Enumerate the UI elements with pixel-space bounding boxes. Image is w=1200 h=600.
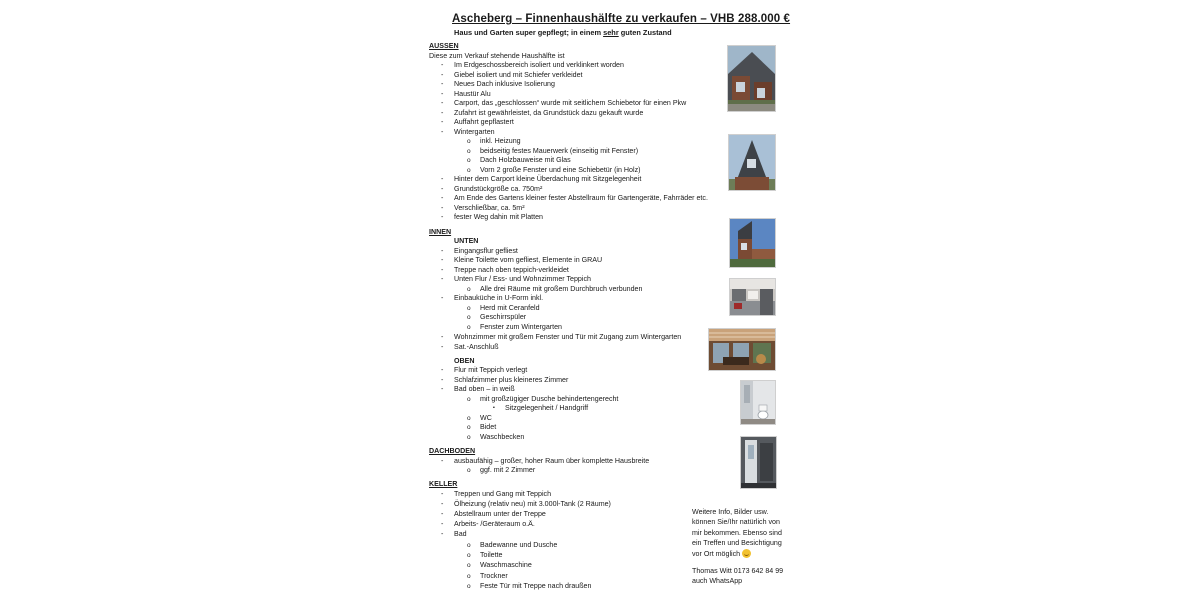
bullet-dash: - bbox=[441, 184, 444, 193]
bullet-dash: - bbox=[441, 456, 444, 465]
bullet-dash: - bbox=[441, 385, 444, 393]
list-item: Grundstückgröße ca. 750m² bbox=[454, 184, 543, 193]
sub-list-item: Toilette bbox=[480, 551, 503, 559]
bullet-circle: o bbox=[467, 552, 471, 559]
bullet-square: ▪ bbox=[493, 405, 495, 411]
bullet-dash: - bbox=[441, 366, 444, 374]
contact-name-phone: Thomas Witt 0173 642 84 99 bbox=[692, 567, 784, 575]
bullet-dash: - bbox=[441, 89, 444, 98]
bullet-circle: o bbox=[467, 323, 471, 331]
bullet-circle: o bbox=[467, 157, 471, 164]
contact-details bbox=[692, 566, 783, 587]
bullet-dash: - bbox=[441, 256, 444, 264]
section-heading-aussen: AUSSEN bbox=[429, 42, 459, 50]
bullet-dash: - bbox=[441, 80, 444, 88]
sub-list-item: Fenster zum Wintergarten bbox=[480, 322, 563, 331]
bullet-dash: - bbox=[441, 489, 444, 498]
photo-wintergarten bbox=[708, 328, 776, 371]
contact-line: Weitere Info, Bilder usw. bbox=[692, 508, 769, 516]
bullet-circle: o bbox=[467, 147, 471, 155]
bullet-circle: o bbox=[467, 572, 471, 580]
bullet-circle: o bbox=[467, 314, 471, 321]
sub-sub-list-item: Sitzgelegenheit / Handgriff bbox=[505, 404, 589, 412]
bullet-circle: o bbox=[467, 433, 471, 441]
sub-list-item: Bidet bbox=[480, 423, 497, 431]
list-item: ausbaufähig – großer, hoher Raum über komplette Hausbreite bbox=[454, 456, 650, 465]
bullet-dash: - bbox=[441, 342, 444, 351]
bullet-circle: o bbox=[467, 467, 471, 474]
sub-list-item: Herd mit Ceranfeld bbox=[480, 303, 540, 312]
sub-list-item: mit großzügiger Dusche behindertengerecht bbox=[480, 394, 619, 403]
list-item: Haustür Alu bbox=[454, 89, 491, 98]
bullet-dash: - bbox=[441, 529, 444, 538]
sub-list-item: Feste Tür mit Treppe nach draußen bbox=[480, 581, 592, 590]
list-item: fester Weg dahin mit Platten bbox=[454, 213, 543, 221]
list-item: Neues Dach inklusive Isolierung bbox=[454, 80, 555, 88]
smiley-icon bbox=[742, 549, 751, 558]
sub-list-item: Alle drei Räume mit großem Durchbruch verbunden bbox=[480, 284, 643, 293]
list-item: Bad bbox=[454, 529, 467, 538]
aussen-intro: Diese zum Verkauf stehende Haushälfte ist bbox=[429, 51, 565, 60]
list-item: Zufahrt ist gewährleistet, da Grundstück dazu gekauft wurde bbox=[454, 108, 644, 117]
contact-text bbox=[692, 507, 782, 559]
bullet-circle: o bbox=[467, 424, 471, 431]
bullet-dash: - bbox=[441, 519, 444, 528]
bullet-dash: - bbox=[441, 127, 444, 136]
list-item: Treppe nach oben teppich-verkleidet bbox=[454, 265, 569, 274]
list-item: Im Erdgeschossbereich isoliert und verklinkert worden bbox=[454, 61, 624, 69]
bullet-circle: o bbox=[467, 562, 471, 569]
bullet-dash: - bbox=[441, 332, 444, 341]
sub-list-item: Badewanne und Dusche bbox=[480, 540, 558, 549]
list-item: Ölheizung (relativ neu) mit 3.000l-Tank (2 Räume) bbox=[454, 499, 611, 508]
list-item: Unten Flur / Ess- und Wohnzimmer Teppich bbox=[454, 275, 591, 283]
document-subtitle: Haus und Garten super gepflegt; in einem sehr guten Zustand bbox=[454, 28, 672, 37]
subheading-oben: OBEN bbox=[454, 356, 475, 365]
photo-house-side bbox=[729, 218, 776, 268]
list-item: Wintergarten bbox=[454, 127, 495, 136]
list-item: Auffahrt gepflastert bbox=[454, 118, 514, 126]
sub-list-item: Waschbecken bbox=[480, 432, 525, 441]
section-heading-dachboden: DACHBODEN bbox=[429, 447, 476, 455]
sub-list-item: inkl. Heizung bbox=[480, 137, 521, 145]
list-item: Bad oben – in weiß bbox=[454, 385, 515, 393]
contact-line: ein Treffen und Besichtigung bbox=[692, 539, 782, 548]
bullet-dash: - bbox=[441, 213, 444, 221]
bullet-circle: o bbox=[467, 166, 471, 174]
sub-list-item: beidseitig festes Mauerwerk (einseitig mit Fenster) bbox=[480, 146, 639, 155]
bullet-circle: o bbox=[467, 285, 471, 293]
photo-house-gable bbox=[728, 134, 776, 191]
list-item: Hinter dem Carport kleine Überdachung mit Sitzgelegenheit bbox=[454, 175, 642, 183]
list-item: Am Ende des Gartens kleiner fester Abstellraum für Gartengeräte, Fahrräder etc. bbox=[454, 194, 708, 202]
bullet-dash: - bbox=[441, 203, 444, 212]
bullet-dash: - bbox=[441, 108, 444, 117]
list-item: Verschließbar, ca. 5m² bbox=[454, 203, 525, 212]
bullet-circle: o bbox=[467, 395, 471, 403]
sub-list-item: Geschirrspüler bbox=[480, 313, 527, 321]
photo-bathroom-upstairs bbox=[740, 380, 776, 425]
bullet-dash: - bbox=[441, 70, 444, 79]
list-item: Eingangsflur gefliest bbox=[454, 246, 518, 255]
bullet-dash: - bbox=[441, 275, 444, 283]
bullet-dash: - bbox=[441, 118, 444, 126]
list-item: Wohnzimmer mit großem Fenster und Tür mit Zugang zum Wintergarten bbox=[454, 332, 682, 341]
list-item: Carport, das „geschlossen“ wurde mit seitlichem Schiebetor für einen Pkw bbox=[454, 99, 687, 107]
bullet-dash: - bbox=[441, 499, 444, 508]
list-item: Arbeits- /Geräteraum o.Ä. bbox=[454, 519, 535, 528]
bullet-circle: o bbox=[467, 304, 471, 312]
sub-list-item: Trockner bbox=[480, 571, 508, 580]
contact-line: mir bekommen. Ebenso sind bbox=[692, 528, 782, 537]
bullet-dash: - bbox=[441, 175, 444, 183]
sub-list-item: Dach Holzbauweise mit Glas bbox=[480, 156, 571, 164]
contact-whatsapp: auch WhatsApp bbox=[692, 577, 743, 586]
document-title: Ascheberg – Finnenhaushälfte zu verkaufen – VHB 288.000 € bbox=[452, 13, 791, 25]
bullet-dash: - bbox=[441, 375, 444, 384]
section-heading-keller: KELLER bbox=[429, 480, 458, 488]
list-item: Einbauküche in U-Form inkl. bbox=[454, 294, 544, 302]
bullet-dash: - bbox=[441, 99, 444, 107]
bullet-dash: - bbox=[441, 294, 444, 302]
contact-line: vor Ort möglich bbox=[692, 549, 782, 559]
bullet-dash: - bbox=[441, 246, 444, 255]
photo-attic-or-bath bbox=[740, 436, 777, 489]
list-item: Abstellraum unter der Treppe bbox=[454, 509, 546, 518]
list-item: Flur mit Teppich verlegt bbox=[454, 366, 528, 374]
bullet-circle: o bbox=[467, 541, 471, 549]
bullet-circle: o bbox=[467, 138, 471, 145]
sub-list-item: WC bbox=[480, 413, 492, 422]
list-item: Schlafzimmer plus kleineres Zimmer bbox=[454, 375, 569, 384]
list-item: Kleine Toilette vorn gefliest, Elemente in GRAU bbox=[454, 256, 603, 264]
bullet-dash: - bbox=[441, 194, 444, 202]
bullet-dash: - bbox=[441, 61, 444, 69]
bullet-dash: - bbox=[441, 265, 444, 274]
sub-list-item: Vorn 2 große Fenster und eine Schiebetür (in Holz) bbox=[480, 165, 641, 174]
bullet-dash: - bbox=[441, 509, 444, 518]
contact-line: können Sie/Ihr natürlich von bbox=[692, 518, 780, 527]
list-item: Sat.-Anschluß bbox=[454, 342, 499, 351]
section-heading-innen: INNEN bbox=[429, 227, 452, 236]
list-item: Giebel isoliert und mit Schiefer verkleidet bbox=[454, 70, 583, 79]
list-item: Treppen und Gang mit Teppich bbox=[454, 489, 552, 498]
subheading-unten: UNTEN bbox=[454, 237, 479, 245]
sub-list-item: ggf. mit 2 Zimmer bbox=[480, 466, 536, 474]
bullet-circle: o bbox=[467, 582, 471, 590]
photo-house-exterior-front bbox=[727, 45, 776, 112]
sub-list-item: Waschmaschine bbox=[480, 561, 532, 569]
bullet-circle: o bbox=[467, 414, 471, 422]
photo-kitchen bbox=[729, 278, 776, 316]
